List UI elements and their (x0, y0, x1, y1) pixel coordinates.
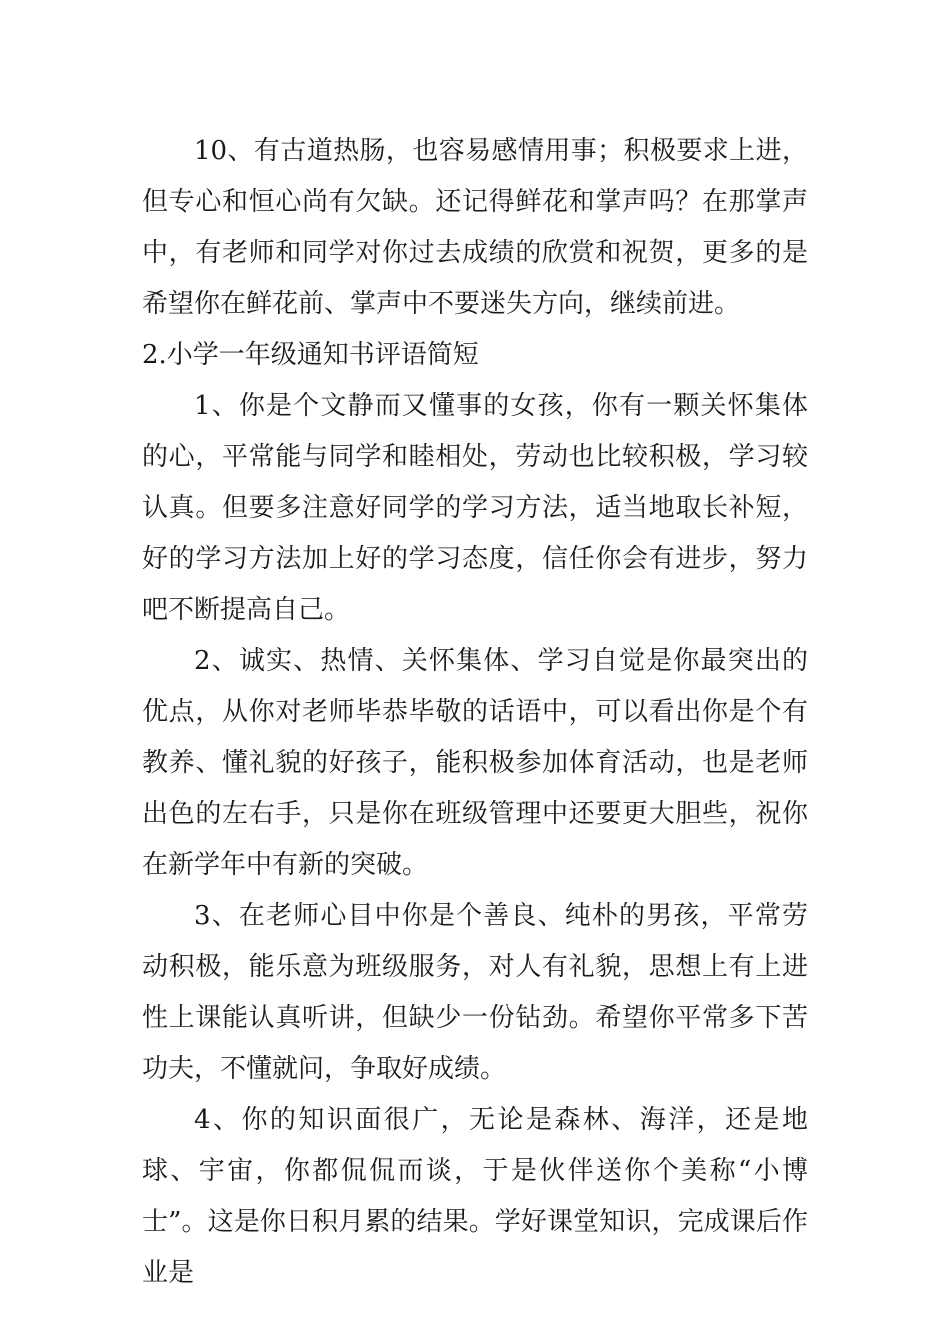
paragraph-2: 2、诚实、热情、关怀集体、学习自觉是你最突出的优点，从你对老师毕恭毕敬的话语中，可以看出你是个有教养、懂礼貌的好孩子，能积极参加体育活动，也是老师出色的左右手，只是你在班级管理中还要更大胆些，祝你在新学年中有新的突破。 (142, 646, 808, 880)
paragraph-3: 3、在老师心目中你是个善良、纯朴的男孩，平常劳动积极，能乐意为班级服务，对人有礼貌，思想上有上进性上课能认真听讲，但缺少一份钻劲。希望你平常多下苦功夫，不懂就问，争取好成绩。 (142, 901, 808, 1084)
paragraph-10: 10、有古道热肠，也容易感情用事；积极要求上进，但专心和恒心尚有欠缺。还记得鲜花和掌声吗？在那掌声中，有老师和同学对你过去成绩的欣赏和祝贺，更多的是希望你在鲜花前、掌声中不要迷失方向，继续前进。 (142, 136, 808, 319)
paragraph-4: 4、你的知识面很广，无论是森林、海洋，还是地球、宇宙，你都侃侃而谈，于是伙伴送你个美称“小博士”。这是你日积月累的结果。学好课堂知识，完成课后作业是 (142, 1105, 808, 1288)
section-heading: 2.小学一年级通知书评语简短 (142, 340, 479, 370)
document-page (142, 126, 808, 1299)
paragraph-1: 1、你是个文静而又懂事的女孩，你有一颗关怀集体的心，平常能与同学和睦相处，劳动也比较积极，学习较认真。但要多注意好同学的学习方法，适当地取长补短，好的学习方法加上好的学习态度，信任你会有进步，努力吧不断提高自己。 (142, 391, 808, 625)
